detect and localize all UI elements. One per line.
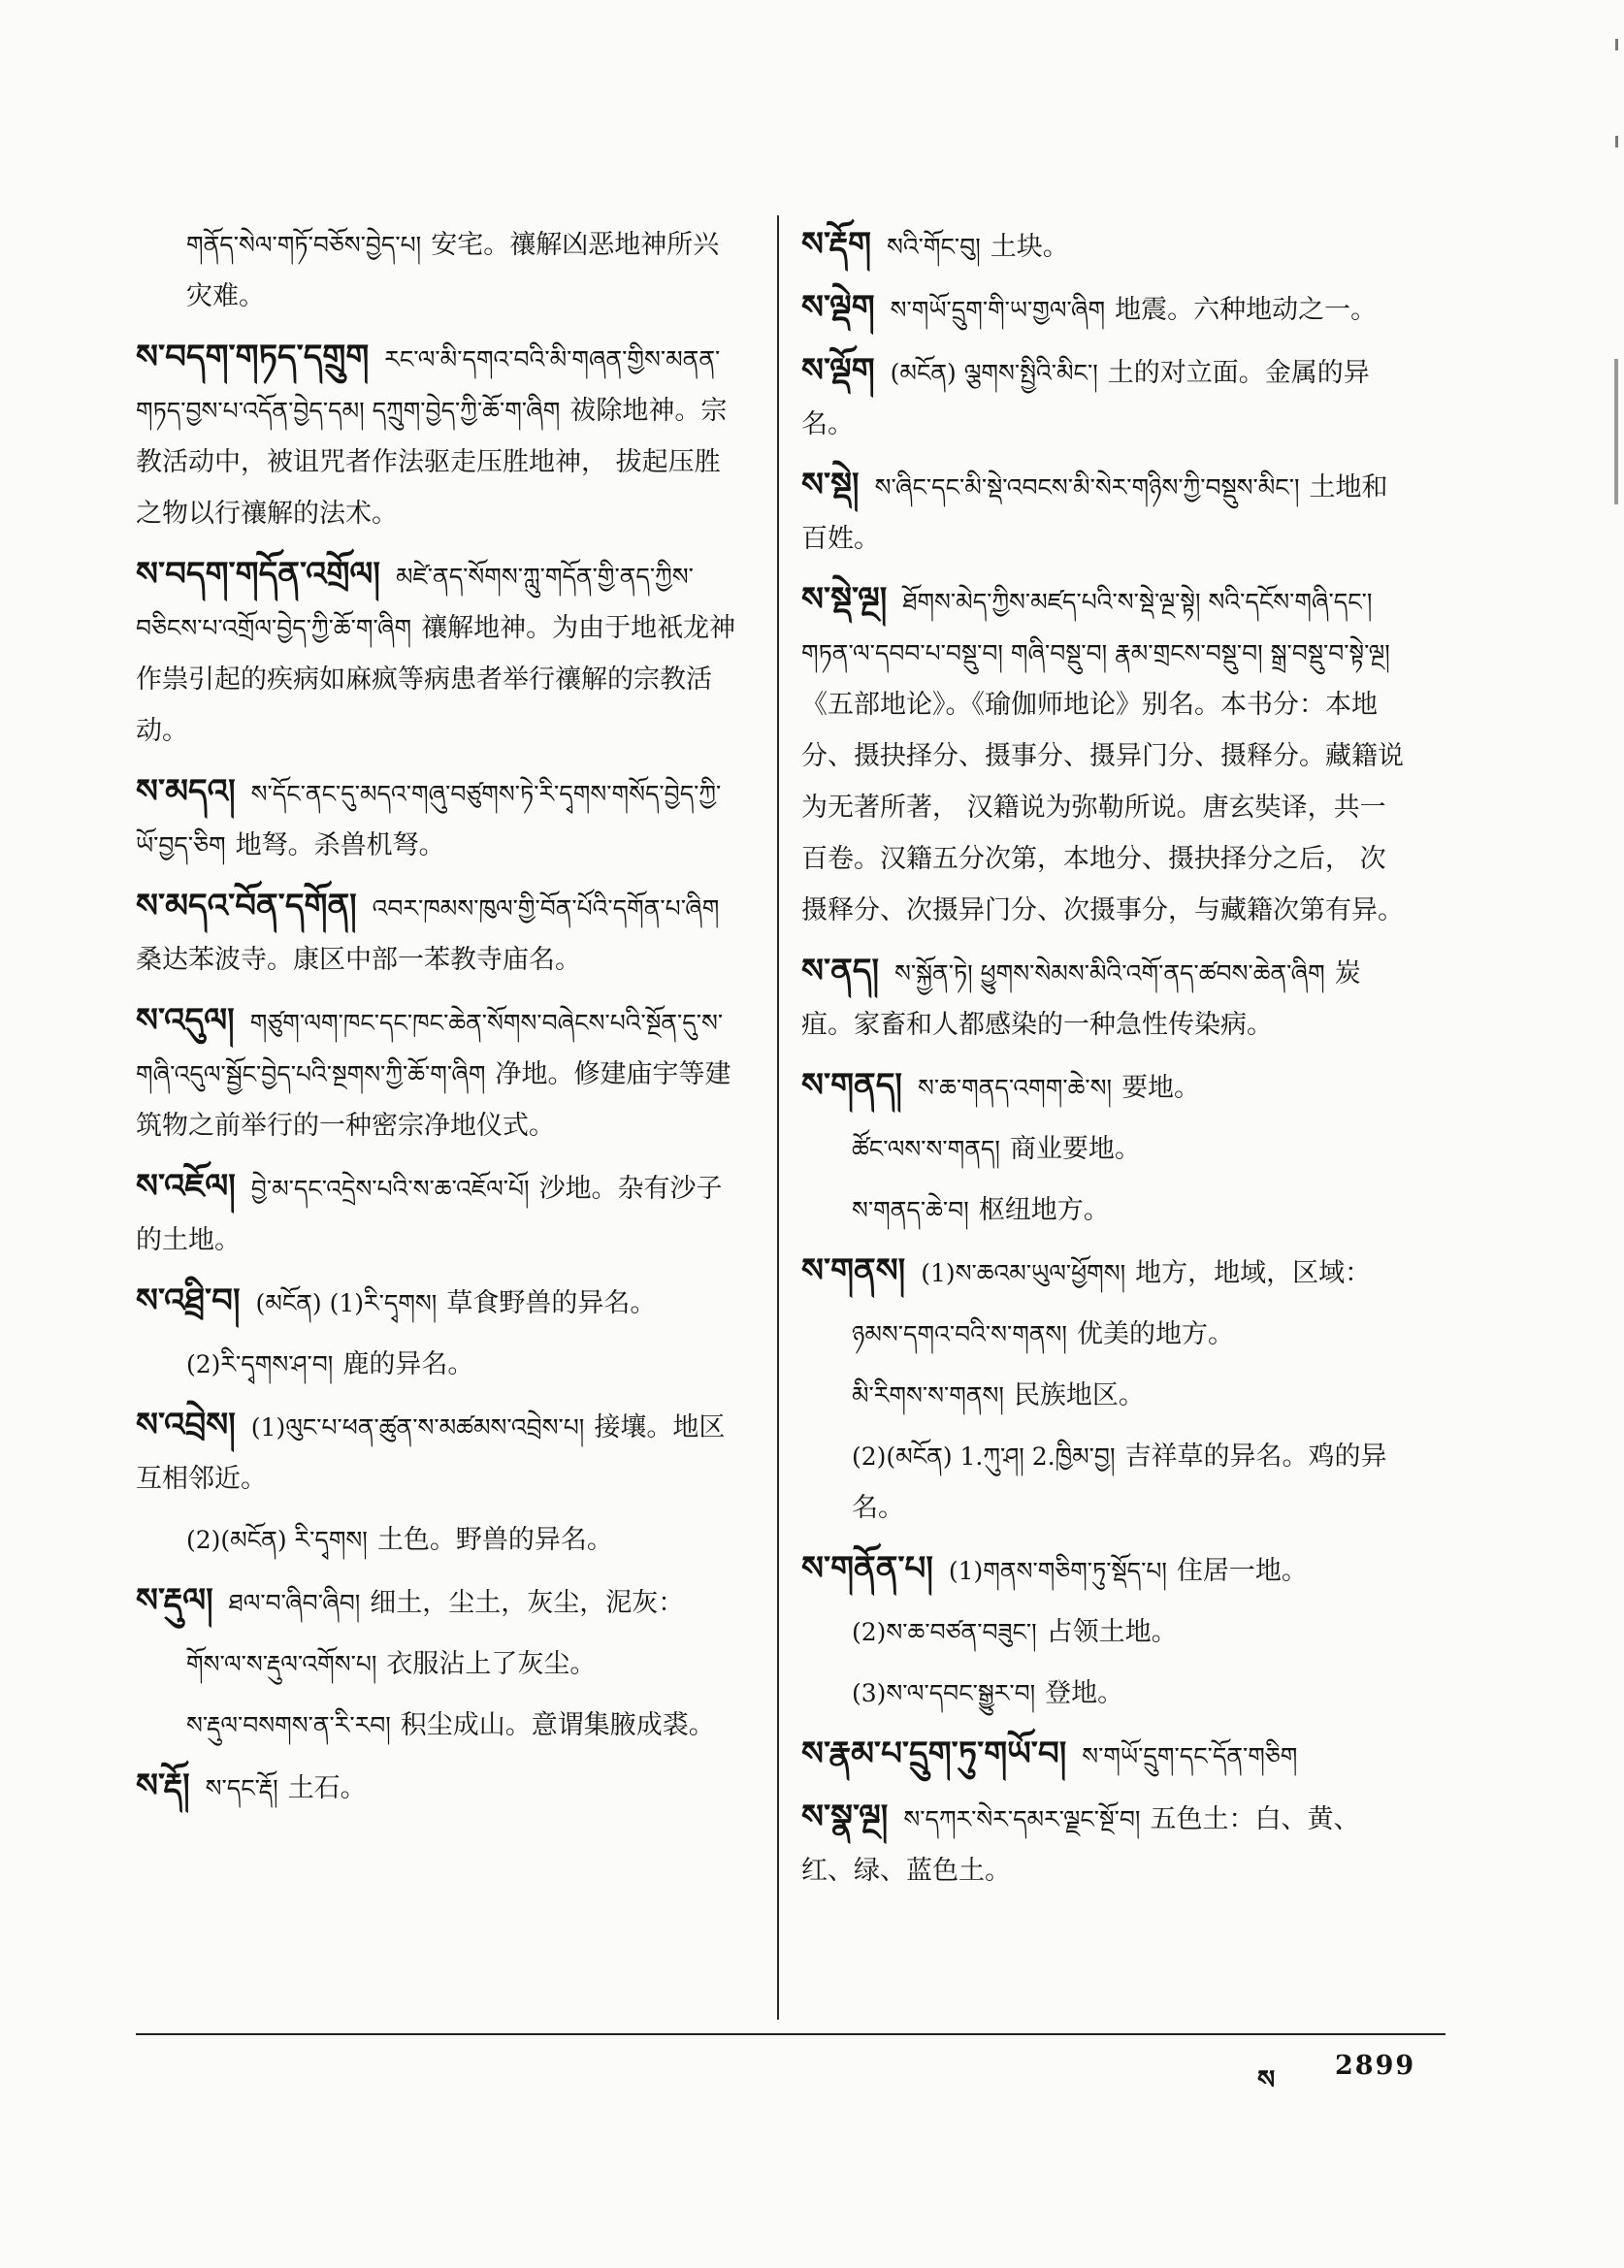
entry-chinese-definition: 登地。 (1045, 1678, 1124, 1708)
entry-headword: ས་མདའ་བོན་དགོན། (136, 887, 357, 925)
entry-tibetan-definition: ས་དང་རྡོ། (205, 1774, 278, 1802)
entry-headword: ས་འཇོལ། (136, 1167, 236, 1206)
entry-chinese-definition: 土的对立面。金属的异名。 (801, 358, 1370, 439)
entry-tibetan-definition: གོས་ལ་ས་རྡུལ་འགོས་པ། (186, 1650, 377, 1678)
entry-headword: ས་སྡེ་ལྔ། (801, 580, 888, 619)
entry-continuation (801, 1668, 1407, 1719)
dictionary-entry (136, 1161, 741, 1266)
entry-tibetan-definition: ཐལ་བ་ཞིབ་ཞིབ། (228, 1589, 361, 1617)
entry-continuation (801, 1309, 1407, 1360)
scan-mark (1615, 136, 1618, 147)
entry-tibetan-definition: (1)གནས་གཅིག་ཏུ་སྡོད་པ། (948, 1557, 1167, 1585)
entry-chinese-definition: 优美的地方。 (1076, 1319, 1234, 1349)
entry-tibetan-definition: ཚོང་ལས་ས་གནད། (852, 1135, 1000, 1163)
entry-headword: ས་རྣམ་པ་དྲུག་ཏུ་གཡོ་བ། (801, 1734, 1067, 1773)
dictionary-entry (801, 1543, 1407, 1597)
entry-chinese-definition: 商业要地。 (1009, 1134, 1141, 1164)
dictionary-entry (136, 766, 741, 871)
entry-headword: ས་གནད། (801, 1066, 902, 1105)
entry-chinese-definition: 地震。六种地动之一。 (1115, 295, 1378, 325)
dictionary-entry (801, 946, 1407, 1051)
entry-chinese-definition: 沙地。杂有沙子的土地。 (136, 1174, 723, 1255)
entry-chinese-definition: 住居一地。 (1176, 1556, 1308, 1586)
entry-tibetan-definition: ས་གཡོ་དྲུག་དང་དོན་གཅིག (1082, 1742, 1298, 1770)
entry-chinese-definition: 桑达苯波寺。康区中部一苯教寺庙名。 (136, 945, 581, 975)
entry-chinese-definition: 民族地区。 (1013, 1380, 1145, 1410)
entry-headword: ས་རྡོ། (136, 1766, 190, 1805)
dictionary-entry (136, 1761, 741, 1814)
entry-headword: ས་ལྡེག (801, 288, 875, 327)
entry-headword: ས་སྣ་ལྔ། (801, 1798, 889, 1836)
entry-tibetan-definition: (2)(མངོན) 1.ཀུ་ཤ། 2.ཁྱིམ་བྱ། (852, 1442, 1116, 1471)
entry-continuation (136, 219, 741, 322)
entry-continuation (801, 1431, 1407, 1534)
entry-tibetan-definition: ས་གཡོ་དྲུག་གི་ཡ་གྱལ་ཞིག (890, 296, 1106, 324)
entry-chinese-definition: 细土，尘土，灰尘，泥灰： (370, 1588, 685, 1618)
entry-chinese-definition: 土地和百姓。 (801, 472, 1388, 554)
entry-tibetan-definition: ཉམས་དགའ་བའི་ས་གནས། (852, 1320, 1067, 1348)
entry-continuation (136, 1514, 741, 1566)
footer-rule (136, 2033, 1445, 2035)
dictionary-entry (136, 332, 741, 539)
entry-continuation (136, 1339, 741, 1390)
entry-chinese-definition: 积尘成山。意谓集腋成裘。 (400, 1710, 715, 1740)
entry-continuation (801, 1184, 1407, 1236)
entry-tibetan-definition: (མངོན) ལྕགས་སྤྱིའི་མིང་། (890, 359, 1098, 387)
entry-headword: ས་གནོན་པ། (801, 1549, 933, 1588)
left-column (136, 219, 741, 1824)
dictionary-entry (136, 1276, 741, 1329)
entry-tibetan-definition: བྱེ་མ་དང་འདྲེས་པའི་ས་ཆ་འཇོལ་པོ། (250, 1175, 530, 1203)
entry-continuation (801, 1123, 1407, 1175)
entry-tibetan-definition: ས་སྐྱོན་ཏེ། ཕྱུགས་སེམས་མིའི་འགོ་ནད་ཚབས་ཆེན་ཞིག (894, 959, 1325, 988)
page-letter: ས (1257, 2065, 1276, 2095)
entry-tibetan-definition: མཛེ་ནད་སོགས་ཀླུ་གདོན་གྱི་ནད་ཀྱིས་བཅིངས་པ་འགྲོལ་བྱེད་ཀྱི་ཆོ་ག་ཞིག (136, 563, 694, 642)
entry-tibetan-definition: (2)ས་ཆ་བཙན་བཟུང་། (852, 1618, 1037, 1646)
entry-headword: ས་སྡེ། (801, 466, 860, 504)
entry-chinese-definition: 祓除地神。宗教活动中，被诅咒者作法驱走压胜地神， 拔起压胜之物以行禳解的法术。 (136, 396, 728, 529)
entry-chinese-definition: 地方，地域，区域： (1135, 1258, 1372, 1288)
column-divider (777, 215, 779, 2020)
entry-headword: ས་མདའ། (136, 772, 236, 811)
entry-chinese-definition: 净地。修建庙宇等建筑物之前举行的一种密宗净地仪式。 (136, 1059, 731, 1141)
entry-chinese-definition: 《五部地论》。《瑜伽师地论》别名。本书分：本地分、摄抉择分、摄事分、摄异门分、摄释分。藏籍说为无著所著， 汉籍说为弥勒所说。唐玄奘译，共一百卷。汉籍五分次第，本地分、摄抉择分之后， 次摄释分、次摄异门分、次摄事分，与藏籍次第有异。 (801, 690, 1404, 925)
entry-headword: ས་བདག་གདོན་འགྲོལ། (136, 555, 380, 594)
entry-tibetan-definition: སའི་གོང་བུ། (887, 233, 981, 261)
entry-chinese-definition: 禳解地神。为由于地祇龙神作祟引起的疾病如麻疯等病患者举行禳解的宗教活动。 (136, 613, 736, 746)
scan-mark (1614, 359, 1618, 504)
dictionary-entry (136, 995, 741, 1151)
entry-chinese-definition: 鹿的异名。 (342, 1349, 474, 1379)
entry-chinese-definition: 要地。 (1121, 1073, 1201, 1103)
entry-tibetan-definition: (3)ས་ལ་དབང་སྒྱུར་བ། (852, 1679, 1036, 1707)
entry-chinese-definition: 安宅。禳解凶恶地神所兴灾难。 (186, 230, 720, 311)
entry-tibetan-definition: ས་གནད་ཆེ་བ། (852, 1196, 969, 1224)
entry-tibetan-definition: ས་དོང་ནང་དུ་མདའ་གཞུ་བཙུགས་ཏེ་རི་དྭགས་གསོད་བྱེད་ཀྱི་ཡོ་བྱད་ཅིག (136, 780, 722, 859)
entry-chinese-definition: 草食野兽的异名。 (446, 1288, 657, 1318)
entry-headword: ས་ལྡོག (801, 351, 875, 390)
entry-headword: ས་འཐྲི་བ། (136, 1281, 241, 1320)
entry-chinese-definition: 枢纽地方。 (978, 1195, 1110, 1225)
entry-headword: ས་བདག་གཏད་དགྲུག (136, 338, 370, 376)
dictionary-entry (801, 1729, 1407, 1782)
dictionary-entry (801, 574, 1407, 936)
entry-headword: ས་འདུལ། (136, 1001, 235, 1040)
dictionary-entry (801, 1792, 1407, 1896)
entry-tibetan-definition: མི་རིགས་ས་གནས། (852, 1381, 1004, 1409)
entry-chinese-definition: 地弩。杀兽机弩。 (235, 830, 445, 860)
dictionary-entry (136, 1575, 741, 1629)
entry-chinese-definition: 炭疽。家畜和人都感染的一种急性传染病。 (801, 958, 1361, 1040)
entry-chinese-definition: 土石。 (287, 1773, 367, 1803)
entry-tibetan-definition: ས་ཆ་གནད་འགག་ཆེ་ས། (917, 1074, 1113, 1102)
entry-tibetan-definition: ས་དཀར་སེར་དམར་ལྗང་སྔོ་བ། (903, 1805, 1141, 1833)
entry-tibetan-definition: ས་ཞིང་དང་མི་སྡེ་འབངས་མི་སེར་གཉིས་ཀྱི་བསྡུས་མིང་། (874, 473, 1300, 502)
dictionary-entry (136, 1400, 741, 1505)
entry-chinese-definition: 占领土地。 (1046, 1617, 1178, 1647)
dictionary-entry (801, 219, 1407, 273)
dictionary-entry (801, 1246, 1407, 1299)
entry-chinese-definition: 衣服沾上了灰尘。 (386, 1649, 597, 1679)
right-column (801, 219, 1407, 1906)
entry-continuation (801, 1606, 1407, 1658)
entry-headword: ས་རྡུལ། (136, 1581, 213, 1620)
dictionary-entry (136, 881, 741, 986)
entry-chinese-definition: 接壤。地区互相邻近。 (136, 1412, 726, 1494)
scan-mark (1615, 39, 1618, 50)
entry-tibetan-definition: (2)(མངོན) རི་དྭགས། (186, 1526, 368, 1554)
entry-continuation (136, 1700, 741, 1751)
entry-headword: ས་འབྲེས། (136, 1406, 236, 1444)
entry-continuation (136, 1638, 741, 1690)
dictionary-entry (801, 1060, 1407, 1114)
entry-tibetan-definition: ཐོགས་མེད་ཀྱིས་མཛད་པའི་ས་སྡེ་ལྔ་སྟེ། སའི་དངོས་གཞི་དང་། གཏན་ལ་དབབ་པ་བསྡུ་བ། གཞི་བསྡུ་བ། རྣམ་གྲངས་བསྡུ་བ། སྒྲ་བསྡུ་བ་སྟེ་ལྔ། (801, 588, 1390, 667)
entry-headword: ས་གནས། (801, 1251, 906, 1290)
entry-tibetan-definition: གནོད་སེལ་གཏོ་བཅོས་བྱེད་པ། (186, 231, 422, 259)
entry-tibetan-definition: (1)ལུང་པ་ཕན་ཚུན་ས་མཚམས་འབྲེས་པ། (250, 1413, 585, 1442)
entry-tibetan-definition: (2)རི་དྭགས་ཤ་བ། (186, 1350, 334, 1378)
entry-tibetan-definition: གཙུག་ལག་ཁང་དང་ཁང་ཆེན་སོགས་བཞེངས་པའི་སྔོན་དུ་ས་གཞི་འདུལ་སྦྱོང་བྱེད་པའི་སྔགས་ཀྱི་ཆོ་ག་ཞིག (136, 1009, 724, 1088)
entry-tibetan-definition: (མངོན) (1)རི་དྭགས། (255, 1289, 438, 1317)
dictionary-entry (801, 282, 1407, 336)
entry-chinese-definition: 土色。野兽的异名。 (376, 1525, 613, 1555)
entry-chinese-definition: 吉祥草的异名。鸡的异名。 (852, 1442, 1387, 1523)
dictionary-entry (801, 460, 1407, 565)
page-number: 2899 (1335, 2051, 1416, 2081)
entry-tibetan-definition: འབར་ཁམས་ཁུལ་གྱི་བོན་པོའི་དགོན་པ་ཞིག (372, 894, 720, 923)
entry-headword: ས་ནད། (801, 952, 880, 990)
dictionary-entry (801, 345, 1407, 450)
entry-tibetan-definition: (1)ས་ཆའམ་ཡུལ་ཕྱོགས། (921, 1259, 1126, 1287)
entry-headword: ས་རྡོག (801, 225, 872, 264)
entry-chinese-definition: 五色土：白、黄、红、绿、蓝色土。 (801, 1804, 1360, 1886)
entry-continuation (801, 1370, 1407, 1421)
entry-tibetan-definition: རང་ལ་མི་དགའ་བའི་མི་གཞན་གྱིས་མནན་གཏད་བྱས་པ་འདོན་བྱེད་དམ། དཀྲུག་བྱེད་ཀྱི་ཆོ་ག་ཞིག (136, 345, 721, 425)
dictionary-entry (136, 549, 741, 757)
entry-chinese-definition: 土块。 (990, 232, 1069, 262)
entry-tibetan-definition: ས་རྡུལ་བསགས་ན་རི་རབ། (186, 1711, 391, 1739)
